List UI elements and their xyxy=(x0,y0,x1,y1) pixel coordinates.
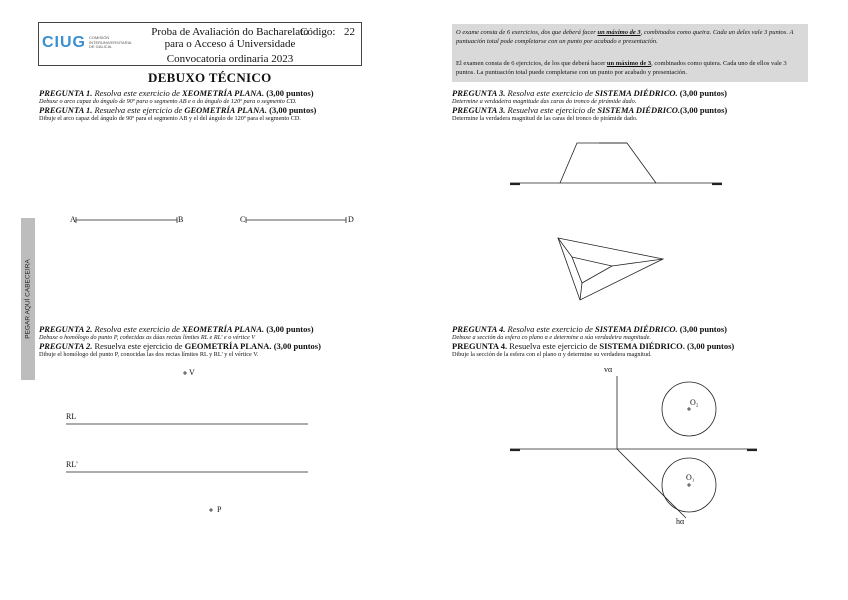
label-rl-prime: RL' xyxy=(66,460,78,469)
frustum-plan-edge-2 xyxy=(580,283,582,300)
label-h-alpha: hα xyxy=(676,517,685,526)
instructions-galician: O exame consta de 6 exercicios, dos que deberá facer un máximo de 3, combinados como queira. Cada un deles vale 3 puntos. A puntuación total pode completarse con un punto por acabado e presentación. xyxy=(456,29,794,45)
q2-statement-gl: Debuxe o homólogo do punto P, coñecidas as dúas rectas límites RL e RL' e o vértice V xyxy=(39,334,256,341)
side-tab-label: PEGAR AQUÍ CABECEIRA xyxy=(24,259,32,339)
label-d: D xyxy=(348,215,354,224)
label-o2: O₂ xyxy=(690,398,699,407)
exam-session: Convocatoria ordinaria 2023 xyxy=(166,53,294,65)
frustum-plan-outer xyxy=(558,238,663,300)
label-b: B xyxy=(178,215,184,224)
label-v: V xyxy=(189,368,195,377)
label-rl: RL xyxy=(66,412,77,421)
code-value: 22 xyxy=(344,26,355,38)
label-p: P xyxy=(217,505,222,514)
q3-heading-es: PREGUNTA 3. Resuelva este ejercicio de SISTEMA DIÉDRICO.(3,00 puntos) xyxy=(452,105,728,115)
frustum-elevation xyxy=(560,143,656,183)
frustum-plan-edge-1 xyxy=(558,238,572,257)
q4-statement-gl: Debuxe a sección da esfera co plano α e determine a súa verdadeira magnitude. xyxy=(452,334,651,341)
q1-statement-es: Dibuje el arco capaz del ángulo de 90º para el segmento AB y el del ángulo de 120º para el segmento CD. xyxy=(39,115,301,122)
label-v-alpha: vα xyxy=(604,365,613,374)
q1-statement-gl: Debuxe o arco capaz do ángulo de 90º para o segmento AB e o do ángulo de 120º para o segmento CD. xyxy=(39,98,297,105)
label-a: A xyxy=(70,215,76,224)
trace-h-alpha xyxy=(617,449,686,518)
instructions-spanish: El examen consta de 6 ejercicios, de los que deberá hacer un máximo de 3, combinados como quiera. Cada uno de ellos vale 3 puntos. La puntuación total puede completarse con un punto por acabado y presentación. xyxy=(456,60,787,76)
q3-statement-gl: Determine a verdadeira magnitude das caras do tronco de pirámide dado. xyxy=(452,98,637,105)
q2-heading-gl: PREGUNTA 2. Resolva este exercicio de XEOMETRÍA PLANA. (3,00 puntos) xyxy=(39,324,314,334)
q4-heading-es: PREGUNTA 4. Resuelva este ejercicio de SISTEMA DIÉDRICO. (3,00 puntos) xyxy=(452,341,735,351)
frustum-plan-inner xyxy=(572,257,612,283)
q2-statement-es: Dibuje el homólogo del punto P, conocidas las dos rectas límites RL y RL' y el vértice V. xyxy=(39,351,259,358)
exam-name-line1: Proba de Avaliación do Bacharelato xyxy=(151,26,309,38)
q2-heading-es: PREGUNTA 2. Resuelva este ejercicio de GEOMETRÍA PLANA. (3,00 puntos) xyxy=(39,341,321,351)
exam-name-line2: para o Acceso á Universidade xyxy=(164,38,296,50)
q3-heading-gl: PREGUNTA 3. Resolva este exercicio de SISTEMA DIÉDRICO. (3,00 puntos) xyxy=(452,88,728,98)
label-c: C xyxy=(240,215,246,224)
logo-word: CIUG xyxy=(42,34,86,51)
label-o1: O₁ xyxy=(686,473,695,482)
q3-statement-es: Determine la verdadera magnitud de las caras del tronco de pirámide dado. xyxy=(452,115,638,122)
q1-heading-gl: PREGUNTA 1. Resolva este exercicio de XEOMETRÍA PLANA. (3,00 puntos) xyxy=(39,88,314,98)
q4-statement-es: Dibuje la sección de la esfera con el plano α y determine su verdadera magnitud. xyxy=(452,351,652,358)
subject-title: DEBUXO TÉCNICO xyxy=(148,70,272,85)
q4-heading-gl: PREGUNTA 4. Resolva este exercicio de SISTEMA DIÉDRICO. (3,00 puntos) xyxy=(452,324,728,334)
code-label: Código: xyxy=(300,26,336,38)
q1-heading-es: PREGUNTA 1. Resuelva este ejercicio de GEOMETRÍA PLANA. (3,00 puntos) xyxy=(39,105,317,115)
logo-subtitle: COMISIÓN INTERUNIVERSITARIA DE GALICIA xyxy=(89,35,132,50)
